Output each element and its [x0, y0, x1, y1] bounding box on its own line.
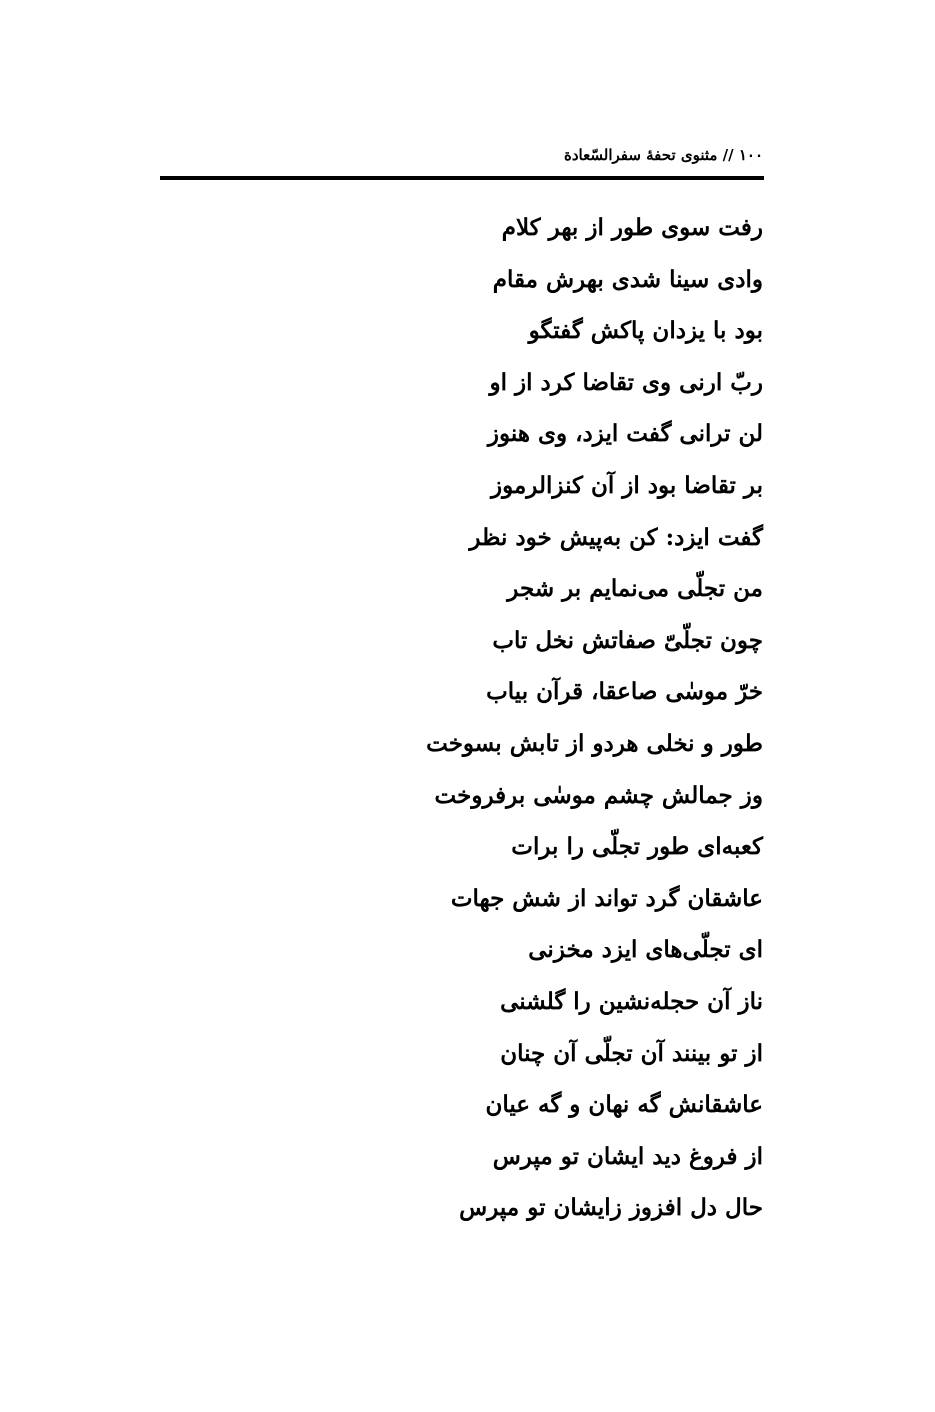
verse-line: حال دل افزوز زایشان تو مپرس	[459, 1194, 763, 1222]
verse-line: چون تجلّیّ صفاتش نخل تاب	[492, 626, 763, 654]
running-header: ۱۰۰ // مثنوی تحفهٔ سفرالسّعادة	[564, 146, 763, 164]
verse-line: از تو بینند آن تجلّی آن چنان	[500, 1039, 763, 1067]
verse-line: از فروغ دید ایشان تو مپرس	[492, 1142, 763, 1170]
verse-line: عاشقانش گه نهان و گه عیان	[485, 1091, 763, 1119]
verse-line: کعبه‌ای طور تجلّی را برات	[511, 833, 763, 861]
verse-line: من تجلّی می‌نمایم بر شجر	[507, 575, 763, 603]
verse-line: وز جمالش چشم موسٰی برفروخت	[434, 781, 763, 809]
verse-line: عاشقان گرد تواند از شش جهات	[450, 884, 763, 912]
verse-line: لن ترانی گفت ایزد، وی هنوز	[487, 420, 763, 448]
verse-line: ای تجلّی‌های ایزد مخزنی	[528, 936, 763, 964]
verse-line: ربّ ارنی وی تقاضا کرد از او	[489, 368, 763, 396]
verse-line: ناز آن حجله‌نشین را گلشنی	[500, 987, 763, 1015]
verse-list	[163, 208, 763, 1240]
header-rule	[160, 176, 764, 180]
verse-line: خرّ موسٰی صاعقا، قرآن بیاب	[486, 678, 763, 706]
verse-line: طور و نخلی هردو از تابش بسوخت	[426, 729, 763, 757]
verse-line: گفت ایزد: کن به‌پیش خود نظر	[469, 523, 763, 551]
verse-line: رفت سوی طور از بهر کلام	[501, 214, 763, 241]
verse-line: بود با یزدان پاکش گفتگو	[528, 317, 763, 345]
verse-line: بر تقاضا بود از آن کنزالرموز	[491, 471, 763, 499]
verse-line: وادی سینا شدی بهرش مقام	[492, 265, 763, 293]
